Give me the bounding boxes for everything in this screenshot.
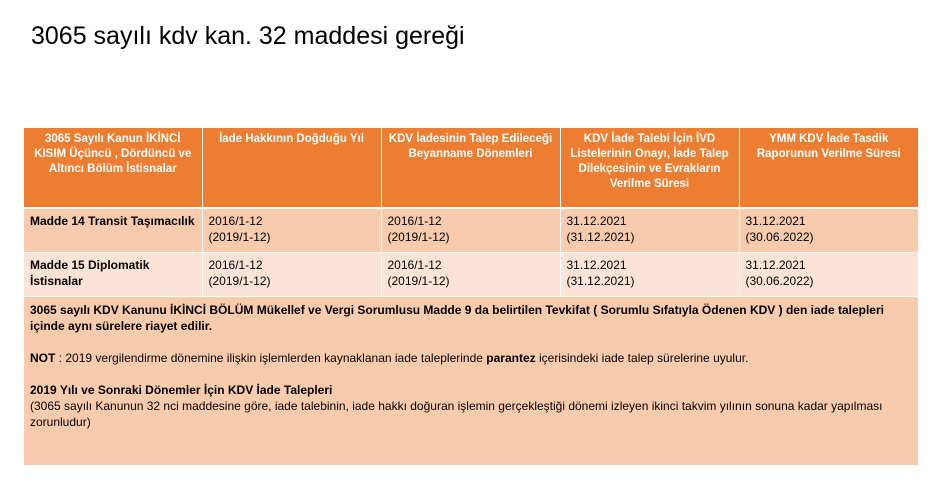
table-cell [381, 208, 560, 253]
table-cell [202, 208, 381, 253]
cell-value-2019: (2019/1-12) [387, 274, 450, 288]
row-label: Madde 15 Diplomatik İstisnalar [24, 253, 202, 297]
cell-value: 31.12.2021 [745, 214, 806, 228]
table-cell [739, 253, 918, 297]
cell-value: 31.12.2021 [566, 214, 627, 228]
header-refund-year: İade Hakkının Doğduğu Yıl [202, 128, 381, 208]
page-title: 3065 sayılı kdv kan. 32 maddesi gereği [31, 22, 465, 50]
cell-value-2019: (31.12.2021) [566, 230, 635, 244]
note-text-before: 2019 vergilendirme dönemine ilişkin işlemlerden kaynaklanan iade taleplerinde [65, 351, 487, 365]
cell-value: 2016/1-12 [387, 258, 442, 272]
table-row [24, 208, 918, 253]
cell-value: 2016/1-12 [387, 214, 442, 228]
refund-requests-body: (3065 sayılı Kanunun 32 nci maddesine göre, iade talebinin, iade hakkı doğuran işlemin gerçekleştiği dönemi izleyen ikinci takvim yılının sonuna kadar yapılması zorunludur) [30, 399, 883, 429]
table-cell [202, 253, 381, 297]
cell-value-2019: (30.06.2022) [745, 274, 814, 288]
table-cell [560, 253, 739, 297]
note-text-after: içerisindeki iade talep sürelerine uyulur. [535, 351, 749, 365]
parenthesis-note [30, 350, 912, 366]
cell-value: 31.12.2021 [566, 258, 627, 272]
header-exemptions: 3065 Sayılı Kanun İKİNCİ KISIM Üçüncü , Dördüncü ve Altıncı Bölüm İstisnalar [24, 128, 202, 208]
notes-cell [24, 297, 918, 466]
refund-requests-title: 2019 Yılı ve Sonraki Dönemler İçin KDV İade Talepleri [30, 383, 333, 397]
row-label: Madde 14 Transit Taşımacılık [24, 208, 202, 253]
cell-value: 31.12.2021 [745, 258, 806, 272]
table-cell [560, 208, 739, 253]
cell-value: 2016/1-12 [208, 258, 263, 272]
cell-value-2019: (31.12.2021) [566, 274, 635, 288]
cell-value-2019: (2019/1-12) [208, 230, 271, 244]
notes-row [24, 297, 918, 466]
note-separator: : [55, 351, 66, 365]
table-header-row [24, 128, 918, 208]
cell-value-2019: (2019/1-12) [387, 230, 450, 244]
table-cell [381, 253, 560, 297]
withholding-note: 3065 sayılı KDV Kanunu İKİNCİ BÖLÜM Mükellef ve Vergi Sorumlusu Madde 9 da belirtilen Tevkifat ( Sorumlu Sıfatıyla Ödenen KDV ) den iade talepleri içinde aynı sürelere riayet edilir. [30, 303, 884, 333]
refund-requests-note [30, 382, 912, 430]
table-row [24, 253, 918, 297]
cell-value-2019: (30.06.2022) [745, 230, 814, 244]
header-application-deadline: KDV İade Talebi İçin İVD Listelerinin Onayı, İade Talep Dilekçesinin ve Evrakların Verilme Süresi [560, 128, 739, 208]
header-ymm-report-deadline: YMM KDV İade Tasdik Raporunun Verilme Süresi [739, 128, 918, 208]
note-label: NOT [30, 351, 56, 365]
cell-value: 2016/1-12 [208, 214, 263, 228]
cell-value-2019: (2019/1-12) [208, 274, 271, 288]
note-emphasis: parantez [486, 351, 536, 365]
header-declaration-periods: KDV İadesinin Talep Edileceği Beyanname Dönemleri [381, 128, 560, 208]
kdv-refund-table [24, 128, 918, 465]
table-cell [739, 208, 918, 253]
